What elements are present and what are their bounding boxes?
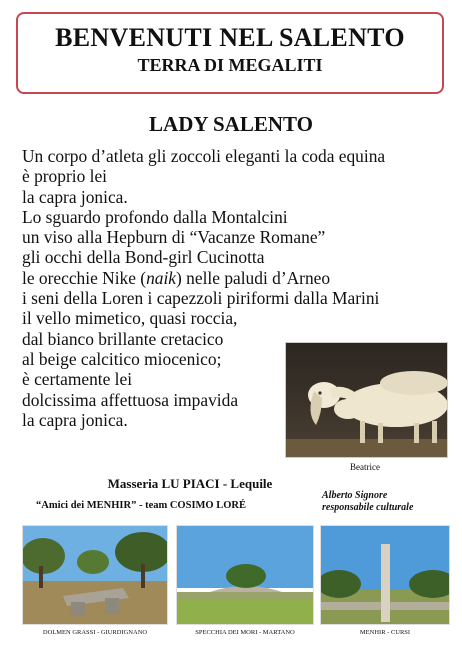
signore-role: responsabile culturale: [322, 502, 414, 513]
poem-line: la capra jonica.: [22, 409, 128, 430]
page-title: BENVENUTI NEL SALENTO: [55, 23, 405, 52]
poem-line: gli occhi della Bond-girl Cucinotta: [22, 247, 265, 268]
poem-line: è certamente lei: [22, 369, 133, 390]
page-subtitle: TERRA DI MEGALITI: [137, 55, 323, 75]
header-box: [16, 12, 444, 94]
poem-line-nike: [22, 268, 462, 288]
poem-line: dolcissima affettuosa impavida: [22, 389, 239, 410]
poem-line: un viso alla Hepburn di “Vacanze Romane”: [22, 227, 326, 248]
thumb-caption-dolmen: DOLMEN GRASSI - GIURDIGNANO: [42, 629, 148, 636]
nike-before: le orecchie Nike (: [22, 267, 147, 288]
thumb-caption-menhir: MENHIR - CURSI: [359, 629, 411, 636]
thumb-caption-specchia: SPECCHIA DEI MORI - MARTANO: [195, 629, 295, 636]
amici-text: “Amici dei MENHIR” - team COSIMO LORÉ: [36, 500, 246, 511]
dolmen-photo: [22, 525, 168, 625]
nike-after: ) nelle paludi d’Arneo: [176, 267, 331, 288]
poem-line: Lo sguardo profondo dalla Montalcini: [22, 206, 288, 227]
goat-photo: [285, 342, 448, 458]
photo-caption: Beatrice: [350, 462, 380, 472]
poem-line: il vello mimetico, quasi roccia,: [22, 308, 238, 329]
poem-title: LADY SALENTO: [149, 112, 313, 136]
goat-illustration: [286, 343, 448, 458]
nike-italic: naik: [146, 267, 177, 288]
specchia-illustration: [177, 526, 314, 625]
poem-line: la capra jonica.: [22, 186, 128, 207]
poem-line: al beige calcitico miocenico;: [22, 348, 222, 369]
poem-line: Un corpo d’atleta gli zoccoli eleganti la coda equina: [22, 146, 386, 166]
signore-name: Alberto Signore: [322, 490, 388, 501]
signore-block: [322, 490, 413, 514]
poem-line: i seni della Loren i capezzoli piriformi dalla Marini: [22, 288, 380, 309]
menhir-illustration: [321, 526, 450, 625]
specchia-photo: [176, 525, 314, 625]
masseria-text: Masseria LU PIACI - Lequile: [107, 476, 273, 491]
menhir-photo: [320, 525, 450, 625]
poem-line: dal bianco brillante cretacico: [22, 328, 224, 349]
poem-line: è proprio lei: [22, 166, 107, 187]
dolmen-illustration: [23, 526, 168, 625]
